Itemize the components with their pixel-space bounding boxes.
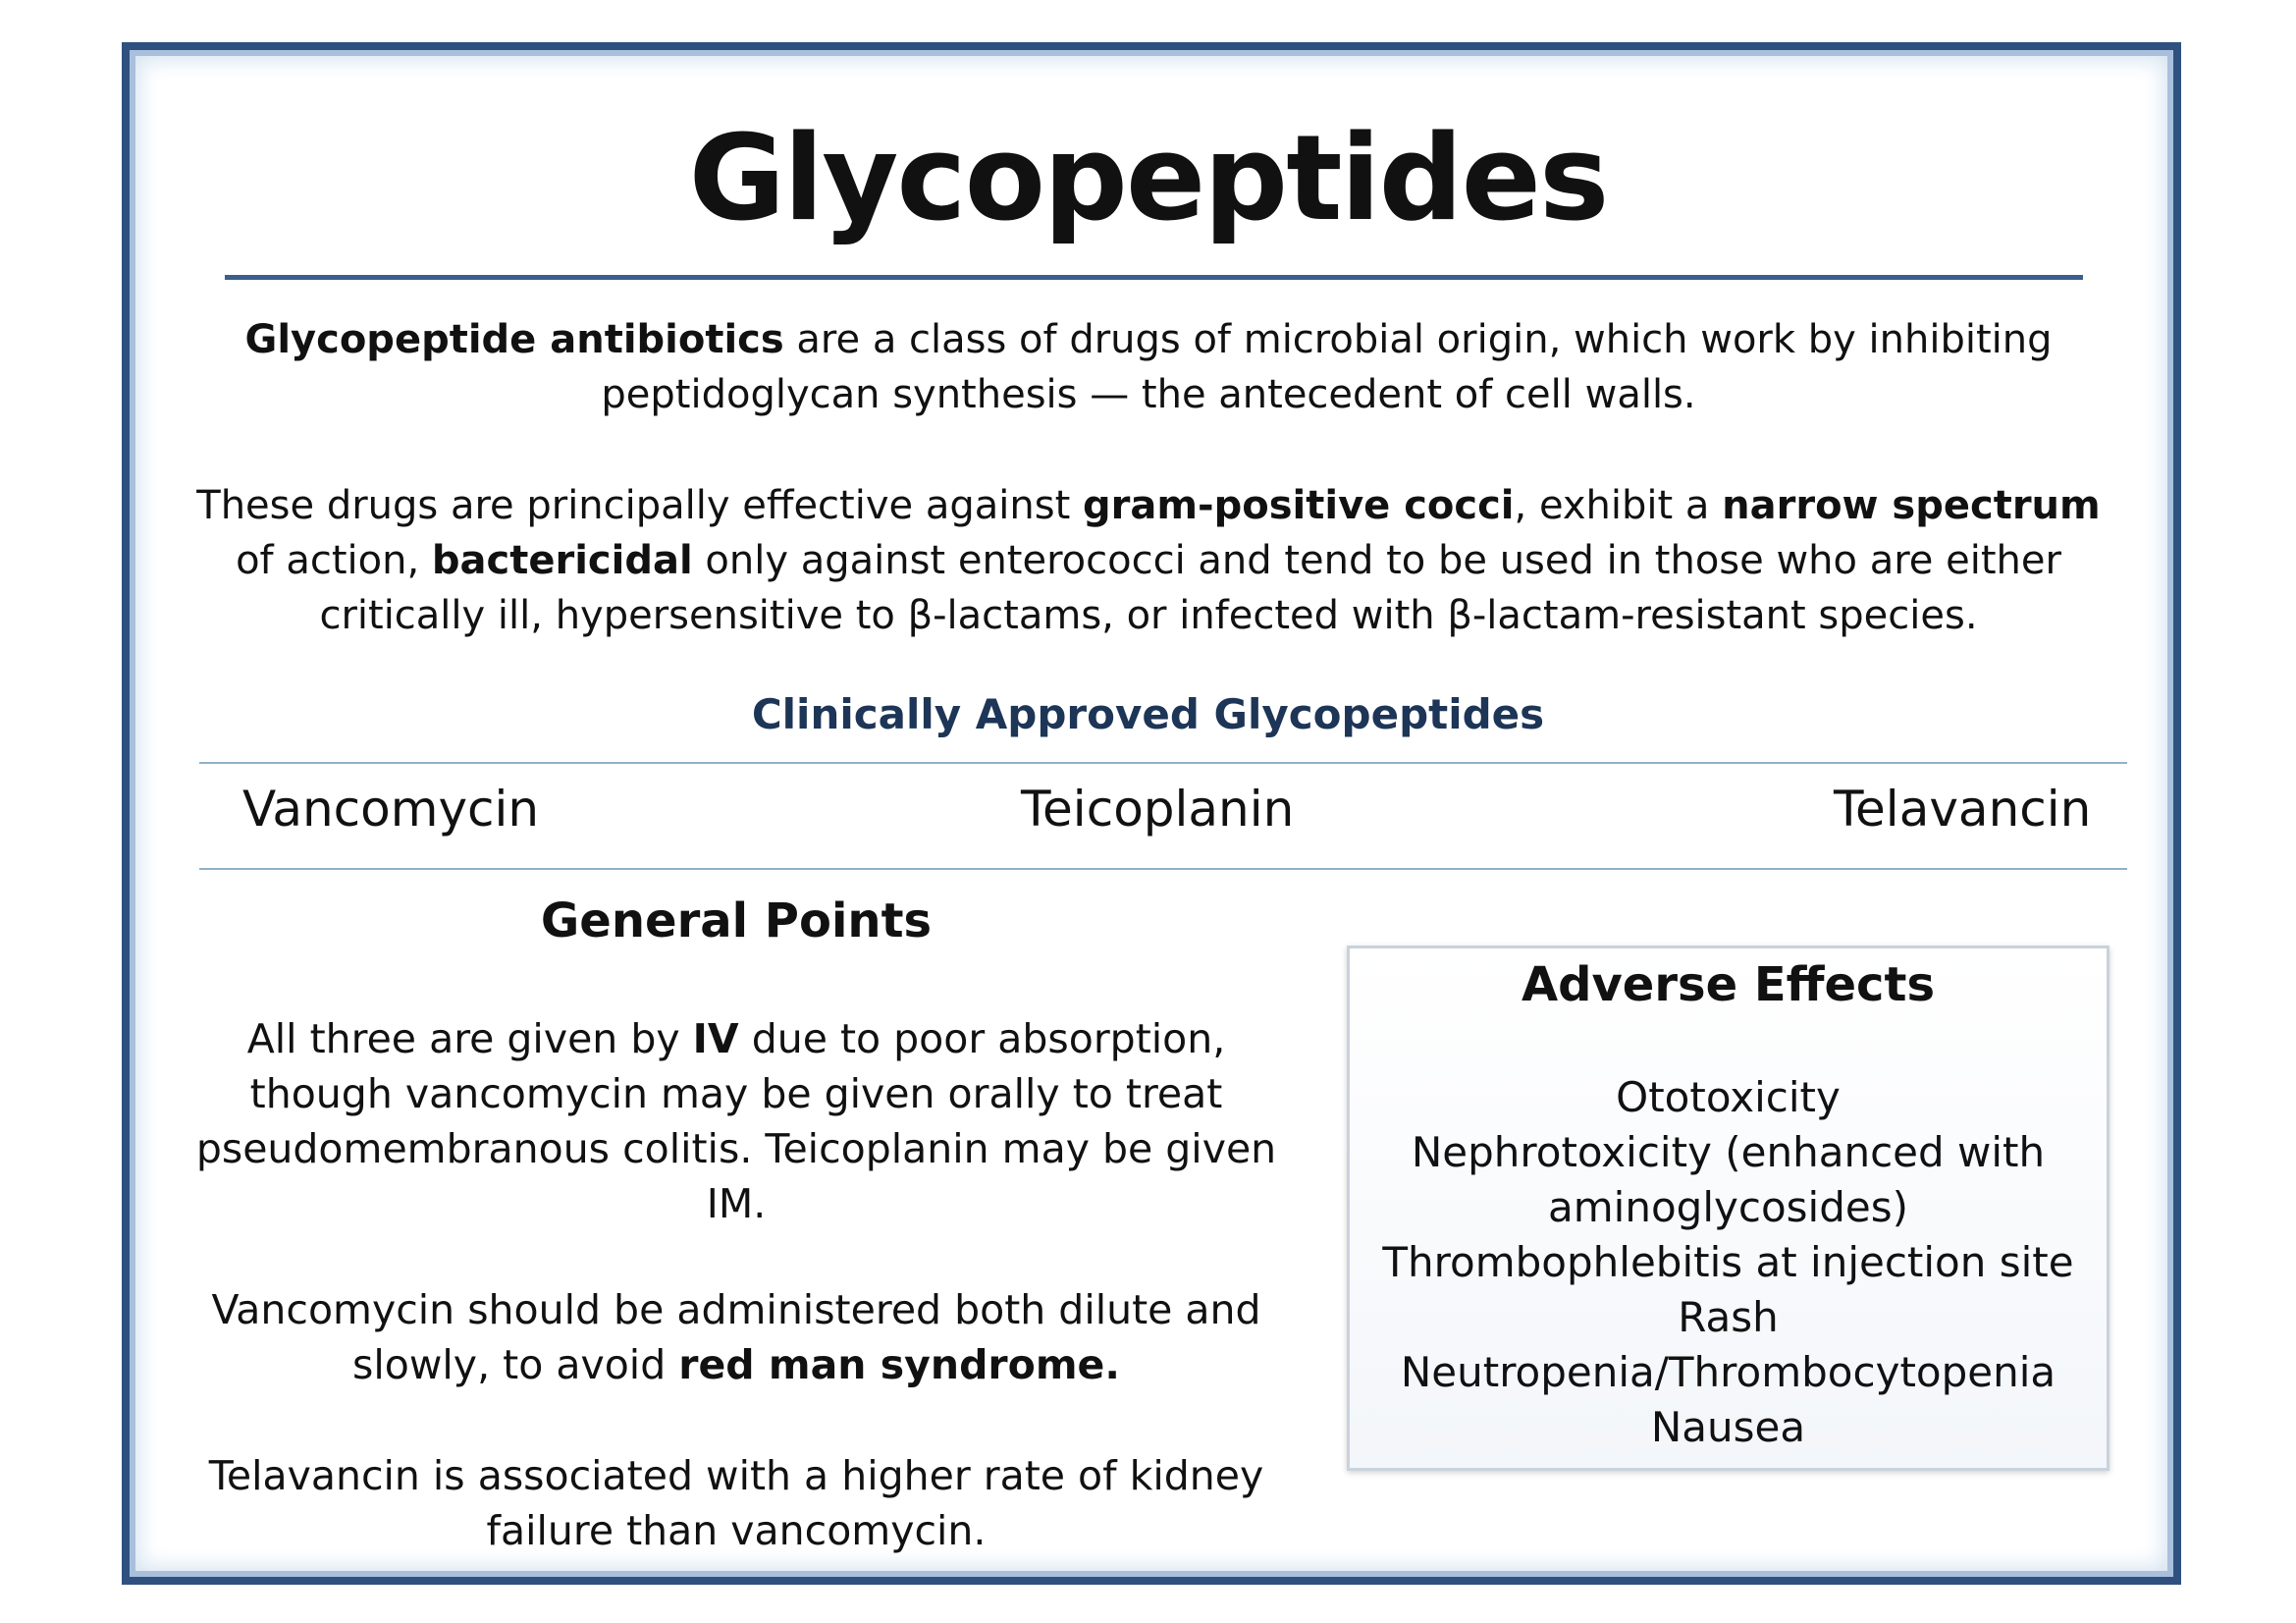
intro-text: are a class of drugs of microbial origin, which work by inhibiting peptidoglycan synthesis — the antecedent of cell walls. [601,317,2053,417]
spectrum-text-2: , exhibit a [1514,483,1723,528]
adverse-effects-list [1350,1070,2107,1455]
adverse-effect-item: Nausea [1650,1403,1806,1451]
page-title: Glycopeptides [688,111,1608,247]
drug-teicoplanin: Teicoplanin [1021,781,1295,838]
spectrum-bold-1: gram-positive cocci [1082,483,1515,528]
spectrum-text-4: only against enterococci and tend to be used in those who are either critically ill, hypersensitive to β-lactams, or infected with β-lactam-resistant species. [319,538,2061,638]
spectrum-paragraph [187,478,2110,643]
adverse-effects-heading: Adverse Effects [1521,957,1936,1012]
general-point-red-man [177,1282,1296,1392]
approved-top-divider [199,762,2127,764]
gp2-text-a: Vancomycin should be administered both dilute and slowly, to avoid [211,1286,1261,1388]
adverse-effects-box [1347,946,2109,1471]
drug-vancomycin: Vancomycin [242,781,540,838]
general-points-heading: General Points [540,893,933,948]
adverse-effect-item: Nephrotoxicity (enhanced with aminoglycosides) [1411,1128,2046,1231]
gp1-text-c: due to poor absorption, though vancomycin may be given orally to treat pseudomembranous colitis. Teicoplanin may be given IM. [195,1015,1277,1227]
gp2-bold: red man syndrome. [678,1341,1120,1388]
adverse-effect-item: Thrombophlebitis at injection site [1382,1238,2074,1286]
spectrum-text-1: These drugs are principally effective against [196,483,1083,528]
spectrum-bold-2: narrow spectrum [1722,483,2101,528]
adverse-effect-item: Neutropenia/Thrombocytopenia [1400,1348,2056,1396]
spectrum-text-3: of action, [236,538,432,583]
drug-telavancin: Telavancin [1834,781,2092,838]
general-point-telavancin: Telavancin is associated with a higher rate of kidney failure than vancomycin. [208,1452,1264,1554]
intro-paragraph [187,312,2110,422]
spectrum-bold-3: bactericidal [431,538,693,583]
approved-heading: Clinically Approved Glycopeptides [751,690,1545,738]
title-divider [225,275,2083,280]
general-point-administration [177,1011,1296,1231]
gp1-bold: IV [692,1015,739,1062]
intro-bold-term: Glycopeptide antibiotics [244,317,784,362]
approved-bottom-divider [199,868,2127,870]
adverse-effect-item: Rash [1678,1293,1779,1341]
gp1-text-a: All three are given by [246,1015,693,1062]
adverse-effect-item: Ototoxicity [1616,1073,1841,1121]
